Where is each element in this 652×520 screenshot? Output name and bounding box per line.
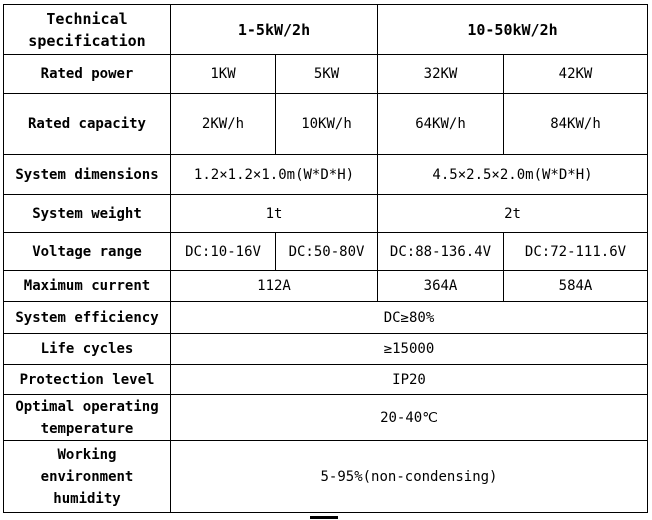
- row-label: Maximum current: [4, 271, 171, 302]
- row-label: Rated power: [4, 55, 171, 94]
- table-cell: 32KW: [378, 55, 504, 94]
- voltage-range-row: [4, 233, 648, 271]
- maximum-current-row: [4, 271, 648, 302]
- table-cell: 1t: [171, 195, 378, 233]
- table-cell: 84KW/h: [504, 94, 648, 155]
- header-row: [4, 5, 648, 55]
- group-2-header: 10-50kW/2h: [378, 5, 648, 55]
- row-label: Rated capacity: [4, 94, 171, 155]
- rated-power-row: [4, 55, 648, 94]
- table-cell: 1.2×1.2×1.0m(W*D*H): [171, 155, 378, 195]
- table-cell: 64KW/h: [378, 94, 504, 155]
- table-cell: 364A: [378, 271, 504, 302]
- row-label: System efficiency: [4, 302, 171, 334]
- table-cell: DC:50-80V: [276, 233, 378, 271]
- table-cell: DC:72-111.6V: [504, 233, 648, 271]
- system-efficiency-row: [4, 302, 648, 334]
- row-label: System weight: [4, 195, 171, 233]
- table-cell: 584A: [504, 271, 648, 302]
- table-cell: DC:88-136.4V: [378, 233, 504, 271]
- group-1-header: 1-5kW/2h: [171, 5, 378, 55]
- spec-table: [3, 4, 648, 513]
- table-cell: 112A: [171, 271, 378, 302]
- header-label: Technical specification: [4, 5, 171, 55]
- row-label: Optimal operating temperature: [4, 395, 171, 441]
- table-cell: 10KW/h: [276, 94, 378, 155]
- table-cell: DC:10-16V: [171, 233, 276, 271]
- table-cell: 1KW: [171, 55, 276, 94]
- rated-capacity-row: [4, 94, 648, 155]
- row-label: Protection level: [4, 365, 171, 395]
- row-label: System dimensions: [4, 155, 171, 195]
- protection-level-row: [4, 365, 648, 395]
- row-label: Voltage range: [4, 233, 171, 271]
- optimal-temperature-row: [4, 395, 648, 441]
- table-cell: 2t: [378, 195, 648, 233]
- table-cell: IP20: [171, 365, 648, 395]
- table-cell: 2KW/h: [171, 94, 276, 155]
- table-cell: 5-95%(non-condensing): [171, 441, 648, 513]
- row-label: Life cycles: [4, 334, 171, 365]
- life-cycles-row: [4, 334, 648, 365]
- humidity-row: [4, 441, 648, 513]
- table-cell: DC≥80%: [171, 302, 648, 334]
- table-cell: ≥15000: [171, 334, 648, 365]
- table-cell: 4.5×2.5×2.0m(W*D*H): [378, 155, 648, 195]
- bottom-edge-mark: [310, 516, 338, 519]
- row-label: Working environment humidity: [4, 441, 171, 513]
- table-cell: 5KW: [276, 55, 378, 94]
- system-weight-row: [4, 195, 648, 233]
- table-cell: 20-40℃: [171, 395, 648, 441]
- system-dimensions-row: [4, 155, 648, 195]
- table-cell: 42KW: [504, 55, 648, 94]
